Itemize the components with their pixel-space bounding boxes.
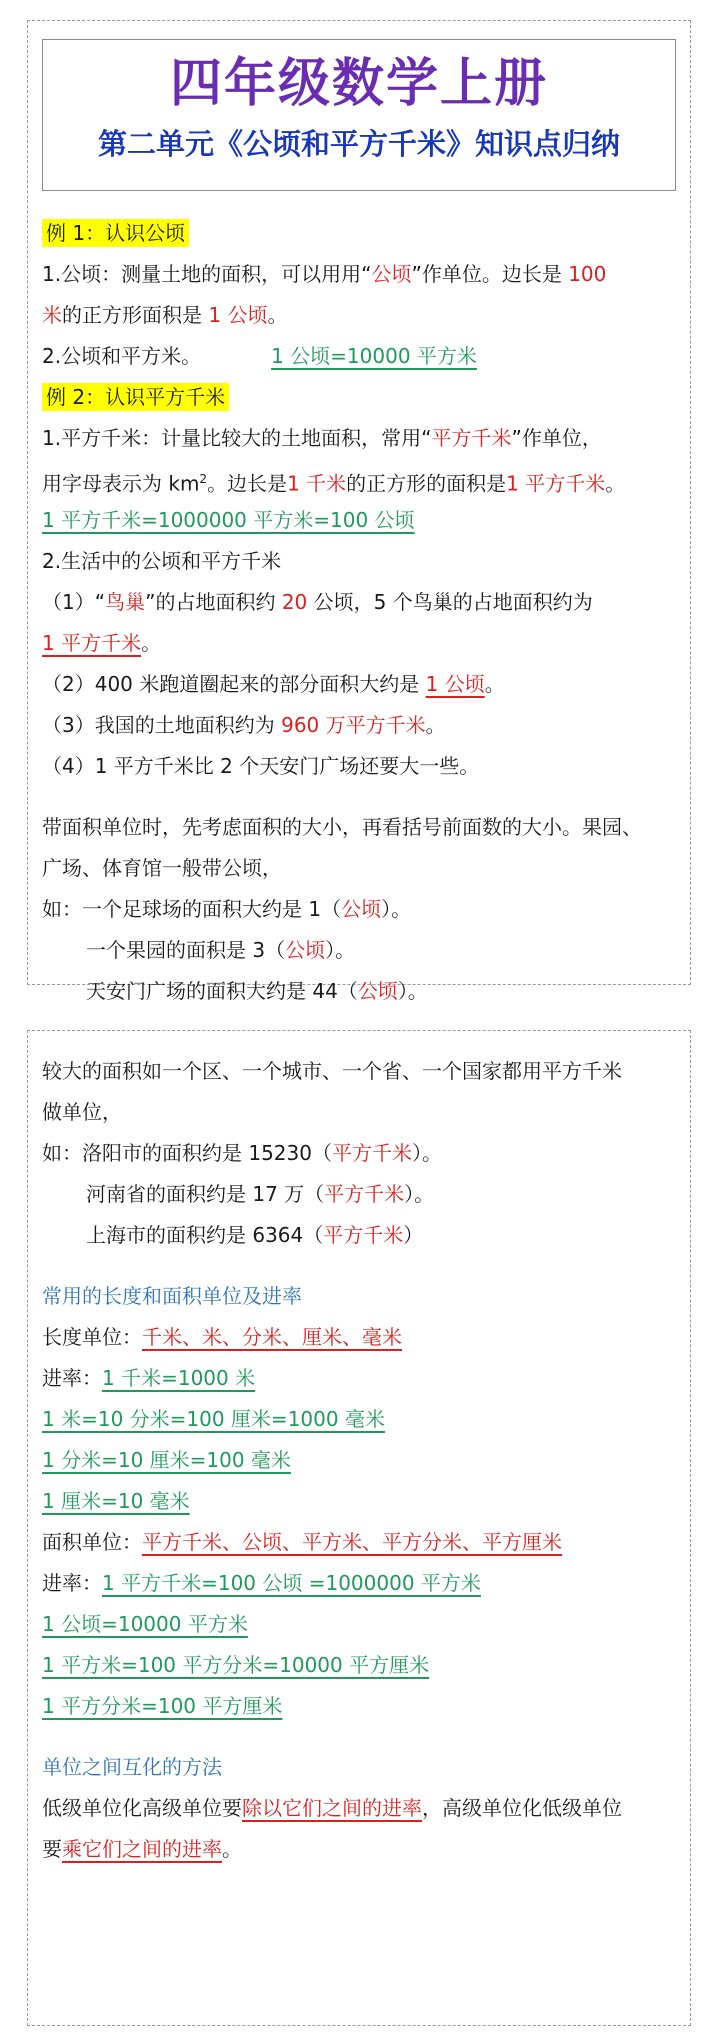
area-rate-line2 [42, 1604, 678, 1645]
text: 。 [605, 471, 626, 496]
text: 如：洛阳市的面积约是 15230（ [42, 1141, 332, 1165]
example2-line4 [42, 541, 678, 582]
text: ）。 [404, 1182, 435, 1206]
text: ）。 [381, 897, 412, 921]
red-term: 公顷 [285, 938, 326, 962]
text: 一个果园的面积是 3（ [86, 938, 286, 962]
area-rate-line4 [42, 1686, 678, 1727]
text: 带面积单位时，先考虑面积的大小，再看括号前面数的大小。果园、 [42, 815, 642, 839]
red-term: 20 [281, 590, 308, 614]
text: 2.生活中的公顷和平方千米 [42, 549, 282, 573]
example2-line1 [42, 418, 678, 459]
text: 进率： [42, 1366, 102, 1390]
red-term: 平方千米 [331, 1141, 412, 1165]
tip2-line1 [42, 1051, 678, 1092]
length-units-line [42, 1317, 678, 1358]
units-heading: 常用的长度和面积单位及进率 [42, 1284, 302, 1308]
red-term: 1 平方千米 [42, 631, 142, 655]
tip1-line1 [42, 807, 678, 848]
text: ”的占地面积约 [145, 590, 276, 614]
area-rate-line3 [42, 1645, 678, 1686]
green-formula: 1 平方米=100 平方分米=10000 平方厘米 [42, 1653, 430, 1677]
text: 进率： [42, 1571, 102, 1595]
text: ）。 [325, 938, 356, 962]
length-rate-line2 [42, 1399, 678, 1440]
length-rate-line1 [42, 1358, 678, 1399]
convert-line2 [42, 1829, 678, 1870]
example2-line2 [42, 459, 678, 500]
red-term: 公顷 [371, 262, 412, 286]
card2-content [42, 1051, 678, 1870]
text: 。边长是 [207, 471, 288, 496]
example2-heading: 例 2：认识平方千米 [42, 383, 229, 411]
title-box [42, 39, 676, 191]
text: 要 [42, 1837, 62, 1861]
text: （4）1 平方千米比 2 个天安门广场还要大一些。 [42, 754, 480, 778]
area-units-line [42, 1522, 678, 1563]
example2-line3 [42, 500, 678, 541]
red-term: 公顷 [341, 897, 382, 921]
green-formula: 1 米=10 分米=100 厘米=1000 毫米 [42, 1407, 385, 1431]
text: 的正方形的面积是 [346, 471, 507, 496]
text: 1.公顷：测量土地的面积，可以用用“ [42, 262, 372, 286]
red-term: 100 [568, 262, 607, 286]
red-term: 公顷 [357, 979, 398, 1003]
text: 的正方形面积是 [62, 303, 202, 327]
text: 长度单位： [42, 1325, 142, 1349]
page-title: 四年级数学上册 [169, 53, 548, 114]
example2-line7 [42, 664, 678, 705]
text: ”作单位， [511, 426, 602, 450]
text: 公顷，5 个鸟巢的占地面积约为 [313, 590, 593, 614]
example1-heading: 例 1：认识公顷 [42, 219, 189, 247]
red-term: 平方千米、公顷、平方米、平方分米、平方厘米 [142, 1530, 562, 1554]
text: 低级单位化高级单位要 [42, 1796, 242, 1820]
red-term: 乘它们之间的进率 [62, 1837, 222, 1861]
example1-line3 [42, 336, 678, 377]
example2-line6 [42, 623, 678, 664]
knowledge-card-1 [27, 20, 691, 1003]
text: 。 [141, 631, 162, 655]
text: 广场、体育馆一般带公顷， [42, 856, 282, 880]
green-formula: 1 分米=10 厘米=100 毫米 [42, 1448, 291, 1472]
text: 如：一个足球场的面积大约是 1（ [42, 897, 342, 921]
example2-heading-line [42, 377, 678, 418]
example2-line9 [42, 746, 678, 787]
red-term: 1 千米 [287, 471, 347, 496]
text: 2.公顷和平方米。 [42, 344, 202, 368]
red-term: 平方千米 [323, 1223, 404, 1247]
example1-heading-line [42, 213, 678, 254]
text: （2）400 米跑道圈起来的部分面积大约是 [42, 672, 420, 696]
convert-heading-line [42, 1747, 678, 1788]
text: 做单位， [42, 1100, 122, 1124]
red-term: 米 [42, 303, 62, 327]
text: 较大的面积如一个区、一个城市、一个省、一个国家都用平方千米 [42, 1059, 622, 1083]
example2-line8 [42, 705, 678, 746]
units-heading-line [42, 1276, 678, 1317]
text: ）。 [397, 979, 428, 1003]
green-formula: 1 公顷=10000 平方米 [42, 1612, 248, 1636]
example1-line2 [42, 295, 678, 336]
tip2-line3 [42, 1133, 678, 1174]
text: 。 [222, 1837, 242, 1861]
green-formula: 1 千米=1000 米 [102, 1366, 256, 1390]
length-rate-line3 [42, 1440, 678, 1481]
text: ，高级单位化低级单位 [422, 1796, 622, 1820]
example2-line5 [42, 582, 678, 623]
tip2-line5 [42, 1215, 678, 1256]
card1-content [42, 213, 678, 1012]
example1-line1 [42, 254, 678, 295]
page-subtitle: 第二单元《公顷和平方千米》知识点归纳 [97, 127, 620, 161]
tip2-line2 [42, 1092, 678, 1133]
red-term: 千米、米、分米、厘米、毫米 [142, 1325, 402, 1349]
red-term: 鸟巢 [105, 590, 146, 614]
green-formula: 1 平方分米=100 平方厘米 [42, 1694, 283, 1718]
length-rate-line4 [42, 1481, 678, 1522]
area-rate-line1 [42, 1563, 678, 1604]
red-term: 平方千米 [431, 426, 512, 450]
text: ）。 [411, 1141, 442, 1165]
text: （3）我国的土地面积约为 [42, 713, 275, 737]
tip1-line5 [42, 971, 678, 1012]
text: 天安门广场的面积大约是 44（ [86, 979, 358, 1003]
convert-heading: 单位之间互化的方法 [42, 1755, 222, 1779]
red-term: 1 公顷 [208, 303, 268, 327]
text: 上海市的面积约是 6364（ [86, 1223, 324, 1247]
text: 1.平方千米：计量比较大的土地面积，常用“ [42, 426, 432, 450]
green-formula: 1 公顷=10000 平方米 [271, 344, 477, 368]
red-term: 平方千米 [324, 1182, 405, 1206]
text: 。 [267, 303, 288, 327]
convert-line1 [42, 1788, 678, 1829]
red-term: 1 公顷 [425, 672, 485, 696]
text: 用字母表示为 km [42, 471, 200, 496]
red-term: 1 平方千米 [506, 471, 606, 496]
text: 河南省的面积约是 17 万（ [86, 1182, 325, 1206]
text: 。 [425, 713, 446, 737]
text: 面积单位： [42, 1530, 142, 1554]
superscript: 2 [199, 472, 208, 486]
red-term: 960 万平方千米 [281, 713, 426, 737]
tip2-line4 [42, 1174, 678, 1215]
knowledge-card-2 [27, 1030, 691, 2026]
tip1-line3 [42, 889, 678, 930]
tip1-line4 [42, 930, 678, 971]
red-term: 除以它们之间的进率 [242, 1796, 422, 1820]
green-formula: 1 平方千米=100 公顷 =1000000 平方米 [102, 1571, 481, 1595]
green-formula: 1 厘米=10 毫米 [42, 1489, 190, 1513]
green-formula: 1 平方千米=1000000 平方米=100 公顷 [42, 508, 415, 532]
text: （1）“ [42, 590, 106, 614]
tip1-line2 [42, 848, 678, 889]
text: 。 [484, 672, 505, 696]
text: ） [403, 1223, 424, 1247]
text: ”作单位。边长是 [411, 262, 562, 286]
